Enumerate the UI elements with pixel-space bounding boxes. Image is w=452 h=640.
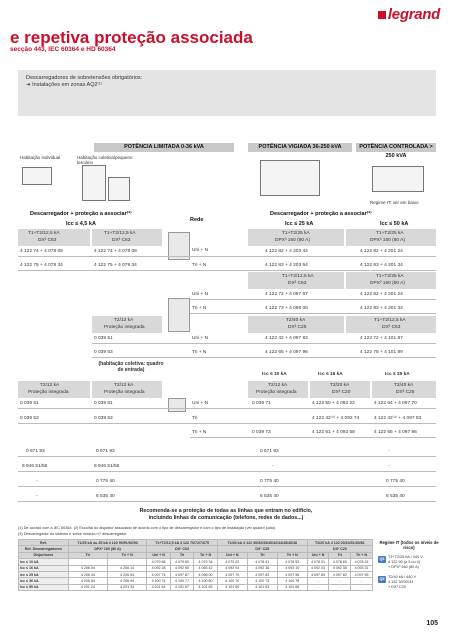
r10-b: (habitação coletiva: quadro de entrada) (98, 361, 164, 373)
intro-line-1: Descarregadores de sobretensões obrigatórios: (26, 75, 143, 81)
divider (18, 471, 436, 472)
network-column-head: Rede (190, 217, 204, 223)
left-section-head: Descarregador + proteção a associar⁽²⁾ (30, 211, 132, 217)
table-cell: 4 092 04 (217, 565, 247, 571)
r18-c: 6 535 40 (260, 494, 279, 499)
table-cell: 4 092 03 (307, 565, 329, 571)
r14-c: 0 039 73 (252, 430, 271, 435)
left-icc: Icc ≤ 4,5 kA (66, 221, 96, 227)
table-cell: 4 078 24 (351, 559, 373, 565)
it-regime-option-1: T1+T2/25 kA / 440 V 4 122 90 (≥ 3 ou 4) + DPX³ 160 (80 A) (388, 555, 423, 569)
band-controlled-power: POTÊNCIA CONTROLADA > 250 kVA (356, 143, 436, 152)
recommendation-line-2: incluindo linhas de comunicação (telefone, redes de dados...) (148, 515, 304, 521)
table-header: Uni + N (217, 552, 247, 558)
table-cell: 4 201 34 (108, 584, 147, 590)
table-header: T2/20 kA 4 122 20/24/31/40/81 (307, 540, 372, 546)
r13-d: 4 122 42⁽⁴⁾ + 4 092 74 (312, 416, 360, 421)
table-cell: 4 201 24 (68, 584, 107, 590)
table-row (19, 584, 373, 590)
surge-arrester-image (168, 298, 190, 332)
table-cell: Icc ≤ 25 kA (19, 571, 69, 577)
r1-c2: DPX³ 160 (80 A) (275, 238, 310, 243)
r18-e: 6 535 40 (386, 494, 405, 499)
page-subtitle: secção 443, IEC 60364 e HD 60364 (10, 46, 116, 53)
r9-net: Tri + N (192, 350, 207, 355)
table-header: T1+T2/12,5 kA 4 122 70/72/74/75 (147, 540, 217, 546)
table-header: Tri + N (277, 552, 307, 558)
r13-b: 0 039 53 (94, 416, 113, 421)
breaker-selection-table (18, 539, 373, 591)
badge-q3: Q3 (379, 557, 385, 561)
r11-d: T2/20 kA (330, 383, 350, 388)
recommendation-line-1: Recomenda-se a proteção de todas as linhas que entram no edifício, (139, 508, 313, 514)
table-cell: 4 092 36 (247, 565, 277, 571)
shop-building-illustration (108, 177, 130, 201)
r5-d: 4 122 82 + 4 201 24 (360, 292, 403, 297)
table-header: DX³ C63 (147, 546, 217, 552)
r1-d2: DPX³ 160 (80 A) (370, 238, 405, 243)
divider (190, 313, 436, 314)
table-cell: 4 093 10 (277, 565, 307, 571)
table-cell: - (329, 584, 351, 590)
table-cell: 4 092 28 (147, 565, 170, 571)
table-cell: 4 100 76 (277, 578, 307, 584)
r17-c: 0 775 40 (260, 479, 279, 484)
table-header: Uni + N (307, 552, 329, 558)
r7-d: T1+T2/12,5 kA (374, 318, 406, 323)
table-cell: 4 079 68 (147, 559, 170, 565)
r11-a2: Proteção integrada (28, 390, 69, 395)
divider (18, 501, 436, 502)
r7-c2: DX³ C25 (288, 325, 307, 330)
r9-c: 4 122 65 + 4 097 96 (265, 350, 308, 355)
r18-b: 6 535 40 (96, 494, 115, 499)
r12-net: Uni + N (192, 401, 209, 406)
r2-c: 4 122 82 + 4 203 44 (265, 249, 308, 254)
it-regime-option-2: T2/40 kA / 440 V 4 122 30/32/33 + DX³ C25 (388, 575, 417, 589)
table-cell: 4 097 69 (307, 571, 329, 577)
table-cell: 4 097 96 (277, 571, 307, 577)
r15-e: - (388, 449, 390, 454)
r7-b2: Proteção integrada (104, 325, 145, 330)
divider (18, 408, 436, 409)
table-cell: Icc ≤ 10 kA (19, 559, 69, 565)
table-cell: 4 098 00 (194, 571, 218, 577)
page-title: e repetiva proteção associada (10, 28, 253, 47)
r14-e: 4 122 65 + 4 097 96 (374, 430, 417, 435)
it-regime-heading: Regime IT (todos os níveis de risco) (379, 540, 439, 550)
r2-net: Uni + N (192, 248, 209, 253)
table-cell: 4 097 83 (247, 571, 277, 577)
table-cell: 4 097 87 (170, 571, 193, 577)
table-cell: 4 092 35 (329, 565, 351, 571)
table-header: Ref. Descarregadores (19, 546, 69, 552)
logo-square-icon (378, 11, 386, 19)
r1-b2: DX³ C63 (112, 238, 131, 243)
r4-c2: DX³ C63 (288, 281, 307, 286)
r5-c: 4 122 72 + 4 097 67 (265, 292, 308, 297)
r6-net: Tri + N (192, 306, 207, 311)
table-header: Uni + N (147, 552, 170, 558)
r12-a: 0 039 51 (20, 401, 39, 406)
table-cell: - (351, 578, 373, 584)
label-collective-housing: Habitação coletiva/pequeno terciário (77, 155, 133, 165)
footnote-1: (1) De acordo com a IEC 60364. (2) Escolha do disjuntor associado de acordo com o tipo de descarregador e com o tipo de instalação (ver quadro judio). (18, 526, 277, 530)
table-cell: - (329, 578, 351, 584)
r7-b: T2/12 kA (114, 318, 134, 323)
r10-c: Icc ≤ 10 kA (262, 372, 287, 377)
r4-d: T1+T2/25 kA (376, 274, 404, 279)
table-header: Tri (247, 552, 277, 558)
table-cell: 4 206 04 (68, 565, 107, 571)
table-cell: 4 206 84 (68, 578, 107, 584)
table-cell: 4 097 70 (217, 571, 247, 577)
r14-net: Tri + N (192, 430, 207, 435)
table-header: T1/25 kA ou 25 kA 4 122 90/91/92/93 (68, 540, 147, 546)
r11-c: T2/12 kA (268, 383, 288, 388)
r7-c: T2/40 kA (286, 318, 306, 323)
table-cell: - (307, 578, 329, 584)
r2-b: 4 122 74 + 4 078 08 (94, 249, 137, 254)
table-header: Tri (329, 552, 351, 558)
table-cell: 4 206 44 (68, 571, 107, 577)
divider (18, 456, 436, 457)
table-header: Tri (170, 552, 193, 558)
table-header: DX³ C25 (217, 546, 307, 552)
r1-d: T1+T2/25 kA (376, 231, 404, 236)
r18-a: - (36, 494, 38, 499)
table-header: Tri + N (108, 552, 147, 558)
r11-c2: Proteção integrada (256, 390, 297, 395)
right-icc-50: Icc ≤ 50 kA (380, 221, 409, 227)
r17-a: - (36, 479, 38, 484)
r6-c: 4 122 73 + 4 098 00 (265, 306, 308, 311)
office-building-illustration (260, 160, 320, 196)
table-header: DPX³ 160 (80 A) (68, 546, 147, 552)
surge-arrester-image (168, 398, 186, 412)
table-header: T2/40 kA 4 122 30/32/33/40/42/44/45/46/48 (217, 540, 307, 546)
brand-name: legrand (387, 6, 440, 23)
table-header: Ref. (19, 540, 69, 546)
label-it-regime: Regime IT: ver em baixo (370, 200, 419, 205)
table-cell: 4 097 74 (147, 571, 170, 577)
r9-d: 4 122 75 + 4 101 89 (360, 350, 403, 355)
table-cell: 4 078 41 (247, 559, 277, 565)
divider (18, 256, 436, 257)
table-cell: 4 070 02 (217, 559, 247, 565)
table-cell: 4 101 67 (170, 584, 193, 590)
r15-b: 0 671 93 (96, 449, 115, 454)
r3-c: 4 122 83 + 4 203 54 (265, 263, 308, 268)
table-cell: 4 078 01 (307, 559, 329, 565)
divider (18, 486, 436, 487)
r8-net: Uni + N (192, 336, 209, 341)
r9-b: 0 039 53 (94, 350, 113, 355)
table-cell: - (307, 584, 329, 590)
r11-b2: Proteção integrada (104, 390, 145, 395)
r8-d: 4 122 72 + 4 101 87 (360, 336, 403, 341)
table-cell: - (351, 584, 373, 590)
table-cell: 4 101 66 (277, 584, 307, 590)
r11-d2: DX³ C20 (332, 390, 351, 395)
r4-c: T1+T2/12,5 kA (282, 274, 314, 279)
r16-c: - (272, 464, 274, 469)
right-section-head: Descarregador + proteção a associar⁽²⁾ (270, 211, 372, 217)
r10-e: Icc ≤ 25 kA (385, 372, 410, 377)
divider (18, 270, 436, 271)
r13-a: 0 039 53 (20, 416, 39, 421)
r12-c: 0 039 71 (252, 401, 271, 406)
brand-logo (378, 6, 440, 23)
r10-d: Icc ≤ 16 kA (318, 372, 343, 377)
table-cell: 4 079 34 (194, 559, 218, 565)
r16-e: - (388, 464, 390, 469)
band-limited-power: POTÊNCIA LIMITADA 0-36 kVA (94, 143, 234, 152)
r1-a: T1+T2/12,5 kA (28, 231, 60, 236)
table-cell: 4 101 64 (147, 584, 170, 590)
table-header: DX³ C20 (307, 546, 372, 552)
table-cell: 4 093 42 (194, 565, 218, 571)
r1-b: T1+T2/12,5 kA (104, 231, 136, 236)
table-cell: 4 100 80 (194, 578, 218, 584)
table-cell: 4 097 95 (351, 571, 373, 577)
r15-a: 0 671 93 (26, 449, 45, 454)
divider (190, 299, 436, 300)
table-cell: 4 101 60 (217, 584, 247, 590)
r14-d: 4 122 61 + 4 093 58 (312, 430, 355, 435)
r2-d: 4 122 82 + 4 201 24 (360, 249, 403, 254)
table-cell: 4 078 60 (329, 559, 351, 565)
divider (190, 437, 436, 438)
table-header: Tri + N (351, 552, 373, 558)
r7-d2: DX³ C63 (382, 325, 401, 330)
r13-e: 4 122 42⁽⁴⁾ + 4 097 83 (374, 416, 422, 421)
house-illustration (22, 167, 52, 185)
r12-e: 4 122 64 + 4 097 70 (374, 401, 417, 406)
table-cell: 4 100 74 (147, 578, 170, 584)
table-cell: Icc ≤ 16 kA (19, 565, 69, 571)
table-cell: 4 101 63 (247, 584, 277, 590)
industrial-building-illustration (372, 166, 424, 192)
table-header: Tri + N (194, 552, 218, 558)
table-cell: 4 100 70 (217, 578, 247, 584)
table-cell: Icc ≤ 36 kA (19, 578, 69, 584)
r17-b: 0 775 40 (96, 479, 115, 484)
divider (92, 357, 436, 358)
badge-q5: Q5 (379, 577, 385, 581)
r11-a: T2/12 kA (40, 383, 60, 388)
r16-a: 6 946 51/56 (22, 464, 48, 469)
r3-d: 4 122 83 + 4 201 34 (360, 263, 403, 268)
table-cell: 4 206 14 (108, 565, 147, 571)
r8-b: 0 039 51 (94, 336, 113, 341)
table-cell: 4 206 54 (108, 571, 147, 577)
table-cell: Icc ≤ 50 kA (19, 584, 69, 590)
r11-e2: DX³ C25 (396, 390, 415, 395)
r12-d: 4 122 50 + 4 092 22 (312, 401, 355, 406)
right-icc-25: Icc ≤ 25 kA (285, 221, 314, 227)
table-cell: 4 097 82 (329, 571, 351, 577)
table-header: Tri (68, 552, 107, 558)
table-header: Disjuntores (19, 552, 69, 558)
page-number: 105 (426, 620, 438, 627)
table-cell: 4 078 53 (277, 559, 307, 565)
r11-e: T2/40 kA (394, 383, 414, 388)
r1-a2: DX³ C63 (38, 238, 57, 243)
r4-d2: DPX³ 160 (80 A) (370, 281, 405, 286)
band-watched-power: POTÊNCIA VIGIADA 36-250 kVA (248, 143, 352, 152)
r16-b: 6 946 51/56 (94, 464, 120, 469)
intro-line-2: ➔ Instalações em zonas AQ2⁽¹⁾ (26, 82, 103, 88)
r3-b: 4 122 75 + 4 079 34 (94, 263, 137, 268)
table-cell: 4 092 60 (170, 565, 193, 571)
footnote-2: (3) Descarregador do sistema e sobre módulo n.º descarregador (18, 532, 127, 536)
r12-b: 0 039 51 (94, 401, 113, 406)
label-individual-housing: Habitação individual (20, 155, 61, 160)
table-cell: 4 206 94 (108, 578, 147, 584)
table-cell: 4 093 31 (351, 565, 373, 571)
r13-net: Tri (192, 416, 198, 421)
r8-c: 4 122 42 + 4 097 83 (265, 336, 308, 341)
r6-d: 4 122 83 + 4 201 34 (360, 306, 403, 311)
divider (18, 423, 436, 424)
divider (92, 343, 436, 344)
r17-e: 0 775 40 (386, 479, 405, 484)
table-cell: 4 100 73 (247, 578, 277, 584)
r1-c: T1+T2/25 kA (282, 231, 310, 236)
table-cell: 4 079 69 (170, 559, 193, 565)
r2-a: 4 122 74 + 4 078 08 (20, 249, 63, 254)
r11-b: T2/12 kA (114, 383, 134, 388)
apartment-building-illustration (82, 165, 106, 201)
r3-a: 4 122 75 + 4 078 34 (20, 263, 63, 268)
r3-net: Tri + N (192, 263, 207, 268)
table-cell: 4 100 77 (170, 578, 193, 584)
r5-net: Uni + N (192, 292, 209, 297)
r15-c: 0 671 93 (260, 449, 279, 454)
table-cell: 4 101 69 (194, 584, 218, 590)
